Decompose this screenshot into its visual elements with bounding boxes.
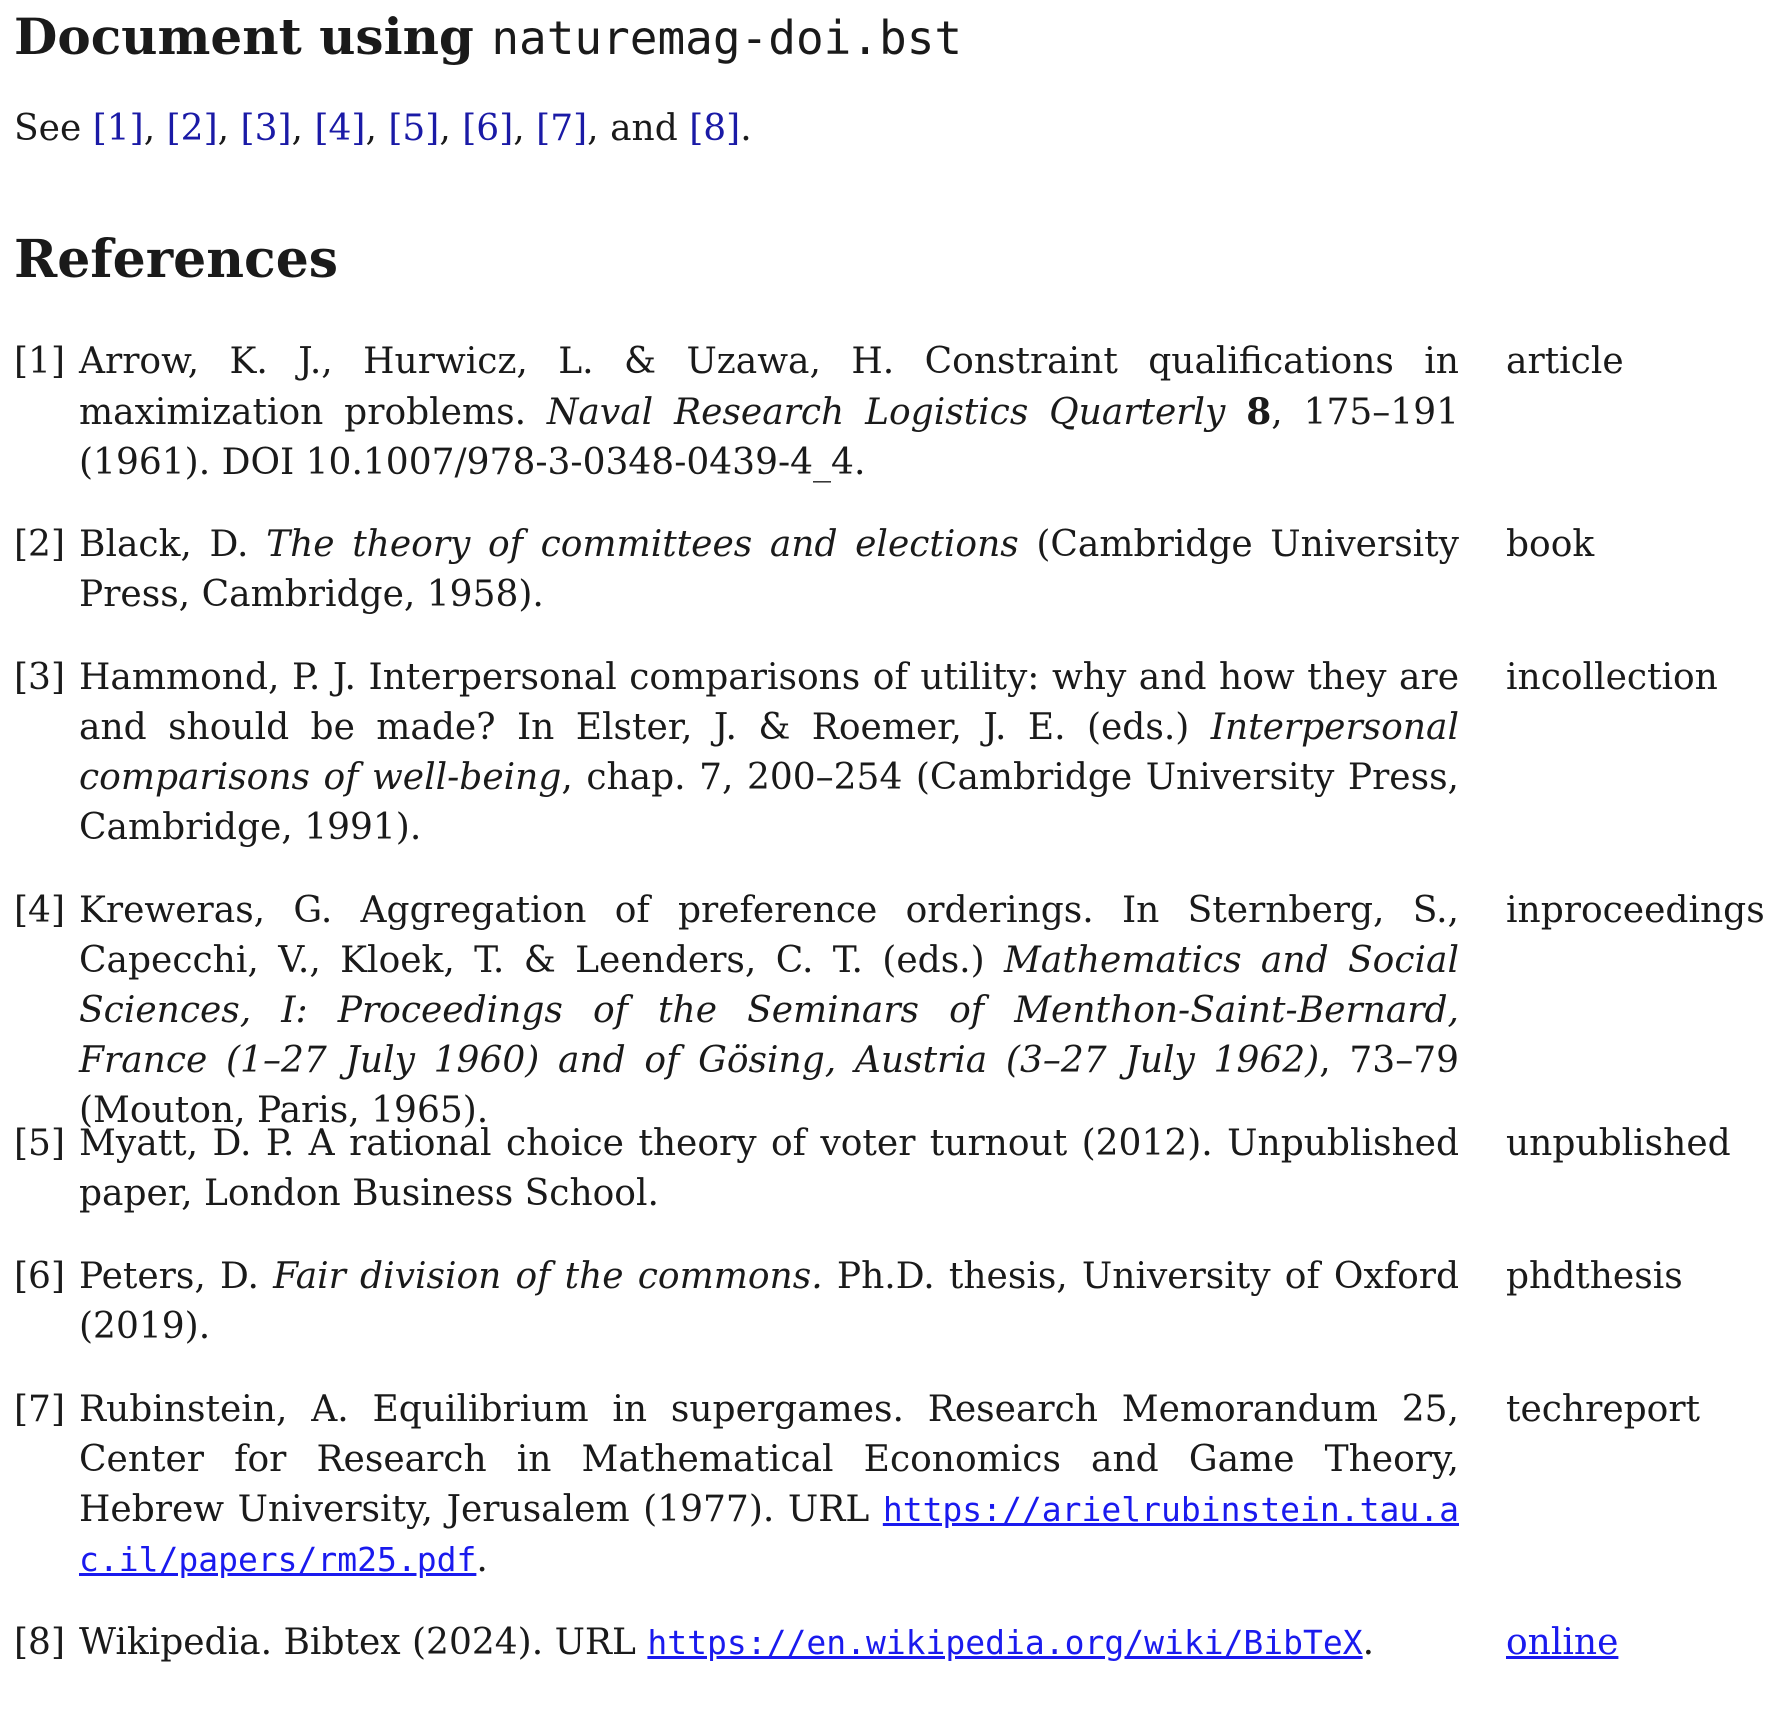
- reference-url-link[interactable]: https://en.wikipedia.org/wiki/BibTeX: [647, 1623, 1363, 1662]
- reference-number: [6]: [14, 1256, 65, 1297]
- reference-body: Myatt, D. P. A rational choice theory of voter turnout (2012). Unpublished paper, London Business School.: [79, 1123, 1459, 1214]
- reference-text: Rubinstein, A. Equilibrium in supergames. Research Memorandum 25, Center for Research in Mathematical Economics and Game Theory, Hebrew University, Jerusalem (1977). URL: [79, 1389, 1459, 1530]
- reference-body: [79, 520, 1459, 620]
- reference-number: [1]: [14, 341, 65, 382]
- reference-body: [79, 337, 1459, 488]
- reference-number: [3]: [14, 657, 65, 698]
- reference-title: Interpersonal comparisons of utility: why and how they are and should be made?: [79, 657, 1459, 748]
- citation-link-1[interactable]: [1]: [92, 108, 144, 149]
- reference-body: [79, 1385, 1459, 1585]
- citation-separator: ,: [587, 108, 599, 149]
- citation-link-6[interactable]: [6]: [462, 108, 514, 149]
- citation-link-5[interactable]: [5]: [388, 108, 440, 149]
- reference-number: [5]: [14, 1123, 65, 1164]
- and-label: and: [610, 108, 678, 149]
- reference-editors: In Sternberg, S., Capecchi, V., Kloek, T. & Leenders, C. T. (eds.): [79, 890, 1459, 981]
- reference-type: phdthesis: [1506, 1256, 1683, 1297]
- sentence-end: .: [740, 108, 752, 149]
- reference-type: book: [1506, 524, 1595, 565]
- citation-separator: ,: [143, 108, 156, 149]
- citation-separator: ,: [513, 108, 525, 149]
- reference-number: [7]: [14, 1389, 65, 1430]
- title-filename: naturemag-doi.bst: [491, 11, 963, 65]
- citation-link-4[interactable]: [4]: [314, 108, 366, 149]
- reference-pages-year: , 175–191 (1961).: [79, 392, 1459, 483]
- reference-booktitle: Interpersonal comparisons of well-being: [79, 707, 1459, 798]
- reference-journal: Naval Research Logistics Quarterly: [546, 392, 1226, 433]
- citation-separator: ,: [439, 108, 451, 149]
- reference-type: techreport: [1506, 1389, 1701, 1430]
- citation-separator: ,: [365, 108, 377, 149]
- page-title: [14, 8, 962, 67]
- reference-title: The theory of committees and elections: [266, 524, 1019, 565]
- citation-link-7[interactable]: [7]: [536, 108, 588, 149]
- citation-link-2[interactable]: [2]: [166, 108, 218, 149]
- reference-title: Fair division of the commons.: [273, 1256, 823, 1297]
- reference-publisher: , chap. 7, 200–254 (Cambridge University Press, Cambridge, 1991).: [79, 757, 1459, 848]
- reference-booktitle: Mathematics and Social Sciences, I: Proceedings of the Seminars of Menthon-Saint-Bernard, France (1–27 July 1960) and of Gösing, Austria (3–27 July 1962): [79, 940, 1459, 1081]
- reference-number: [8]: [14, 1622, 65, 1663]
- reference-type: unpublished: [1506, 1123, 1731, 1164]
- citation-separator: ,: [291, 108, 303, 149]
- citation-link-8[interactable]: [8]: [689, 108, 741, 149]
- citation-sentence: [14, 104, 752, 154]
- reference-type: article: [1506, 341, 1624, 382]
- references-heading: References: [14, 229, 339, 290]
- reference-title: Constraint qualifications in maximization problems.: [79, 341, 1459, 433]
- reference-body: [79, 1252, 1459, 1352]
- reference-number: [4]: [14, 890, 65, 931]
- reference-body: [79, 653, 1459, 853]
- reference-institution: Ph.D. thesis, University of Oxford (2019).: [79, 1256, 1459, 1347]
- reference-authors: Black, D.: [79, 524, 249, 565]
- reference-publisher: (Cambridge University Press, Cambridge, 1958).: [79, 524, 1459, 615]
- reference-type-link[interactable]: online: [1506, 1622, 1619, 1663]
- reference-type: incollection: [1506, 657, 1718, 698]
- reference-authors: Hammond, P. J.: [79, 657, 356, 698]
- reference-end: .: [476, 1539, 488, 1580]
- reference-title: Aggregation of preference orderings.: [360, 890, 1094, 931]
- reference-volume: 8: [1246, 391, 1272, 433]
- reference-type: inproceedings: [1506, 890, 1765, 931]
- reference-body: [79, 886, 1459, 1136]
- reference-authors: Kreweras, G.: [79, 890, 333, 931]
- reference-publisher: , 73–79 (Mouton, Paris, 1965).: [79, 1040, 1459, 1131]
- citation-separator: ,: [217, 108, 230, 149]
- reference-number: [2]: [14, 524, 65, 565]
- reference-end: .: [1362, 1622, 1375, 1663]
- reference-body: [79, 1618, 1459, 1668]
- reference-doi: DOI 10.1007/978-3-0348-0439-4_4.: [221, 442, 866, 483]
- citation-link-3[interactable]: [3]: [240, 108, 292, 149]
- reference-url-link[interactable]: https://arielrubinstein.tau.ac.il/papers/rm25.pdf: [79, 1490, 1459, 1579]
- title-prefix: Document using: [14, 7, 474, 66]
- reference-text: Wikipedia. Bibtex (2024). URL: [79, 1622, 636, 1663]
- reference-authors: Arrow, K. J., Hurwicz, L. & Uzawa, H.: [79, 341, 895, 382]
- see-label: See: [14, 108, 82, 149]
- reference-authors: Peters, D.: [79, 1256, 259, 1297]
- reference-editors: In Elster, J. & Roemer, J. E. (eds.): [516, 707, 1190, 748]
